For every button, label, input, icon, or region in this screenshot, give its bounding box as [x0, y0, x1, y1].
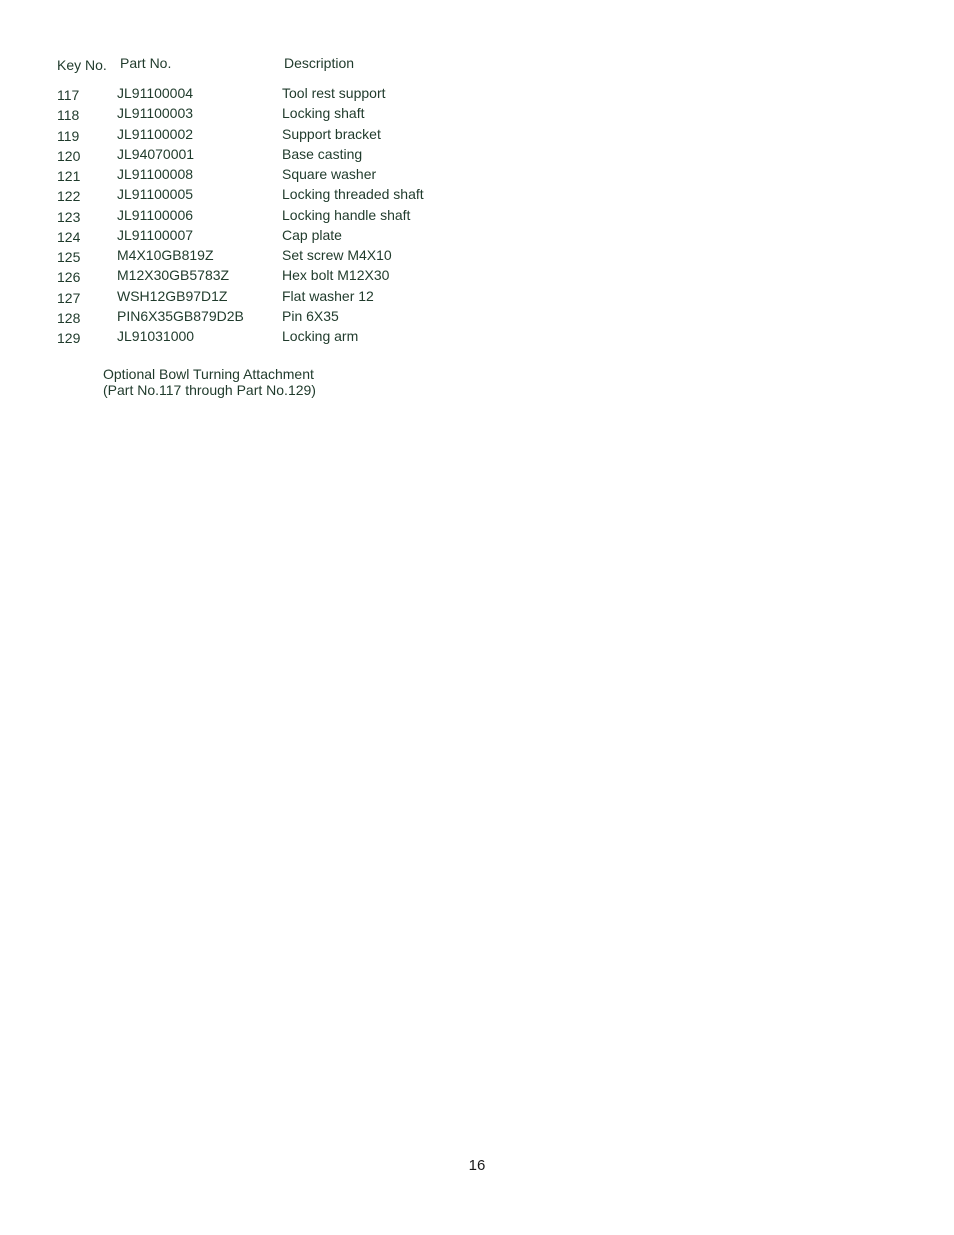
cell-description: Support bracket — [282, 125, 381, 142]
cell-part-no: JL91100007 — [117, 226, 194, 243]
cell-key-no: 123 — [57, 208, 81, 225]
cell-key-no: 129 — [57, 330, 81, 346]
header-description: Description — [284, 55, 355, 71]
table-row — [0, 126, 954, 146]
cell-description: Locking arm — [282, 328, 359, 344]
cell-key-no: 117 — [57, 87, 80, 103]
cell-part-no: JL91100004 — [117, 85, 194, 101]
cell-description: Pin 6X35 — [282, 307, 339, 324]
cell-part-no: JL91100006 — [117, 206, 194, 223]
cell-description: Square washer — [282, 166, 377, 182]
cell-description: Base casting — [282, 145, 363, 162]
cell-key-no: 125 — [57, 249, 81, 265]
table-row — [0, 85, 954, 105]
cell-part-no: WSH12GB97D1Z — [117, 287, 228, 304]
table-row — [0, 308, 954, 328]
cell-description: Cap plate — [282, 226, 342, 243]
table-row — [0, 146, 954, 166]
table-row — [0, 166, 954, 186]
cell-part-no: JL91100005 — [117, 186, 194, 203]
table-row — [0, 267, 954, 287]
cell-part-no: M12X30GB5783Z — [117, 267, 230, 284]
note-line-title: Optional Bowl Turning Attachment — [103, 366, 314, 382]
cell-key-no: 122 — [57, 188, 81, 205]
cell-description: Locking threaded shaft — [282, 186, 424, 203]
cell-key-no: 127 — [57, 289, 81, 306]
cell-description: Locking handle shaft — [282, 206, 411, 223]
cell-key-no: 124 — [57, 228, 81, 245]
table-row — [0, 207, 954, 227]
cell-key-no: 119 — [57, 127, 80, 144]
cell-description: Locking shaft — [282, 105, 365, 122]
cell-part-no: JL91100008 — [117, 166, 194, 182]
cell-part-no: M4X10GB819Z — [117, 247, 214, 263]
cell-part-no: JL91031000 — [117, 328, 195, 344]
cell-part-no: JL91100003 — [117, 105, 194, 122]
cell-part-no: PIN6X35GB879D2B — [117, 307, 244, 324]
parts-table-body — [0, 85, 954, 348]
cell-key-no: 118 — [57, 107, 80, 124]
page-number: 16 — [468, 1157, 486, 1174]
note-line-range: (Part No.117 through Part No.129) — [103, 382, 316, 398]
header-key-no: Key No. — [57, 57, 107, 73]
cell-key-no: 121 — [57, 168, 81, 184]
table-row — [0, 186, 954, 206]
table-row — [0, 328, 954, 348]
table-row — [0, 247, 954, 267]
cell-description: Tool rest support — [282, 85, 386, 101]
cell-part-no: JL94070001 — [117, 145, 195, 162]
cell-description: Hex bolt M12X30 — [282, 267, 390, 284]
table-row — [0, 288, 954, 308]
cell-part-no: JL91100002 — [117, 125, 194, 142]
cell-key-no: 126 — [57, 269, 81, 286]
attachment-note — [103, 366, 316, 398]
cell-description: Set screw M4X10 — [282, 247, 392, 263]
cell-key-no: 120 — [57, 147, 81, 164]
cell-description: Flat washer 12 — [282, 287, 374, 304]
cell-key-no: 128 — [57, 309, 81, 326]
header-part-no: Part No. — [120, 55, 172, 71]
table-row — [0, 227, 954, 247]
table-row — [0, 105, 954, 125]
